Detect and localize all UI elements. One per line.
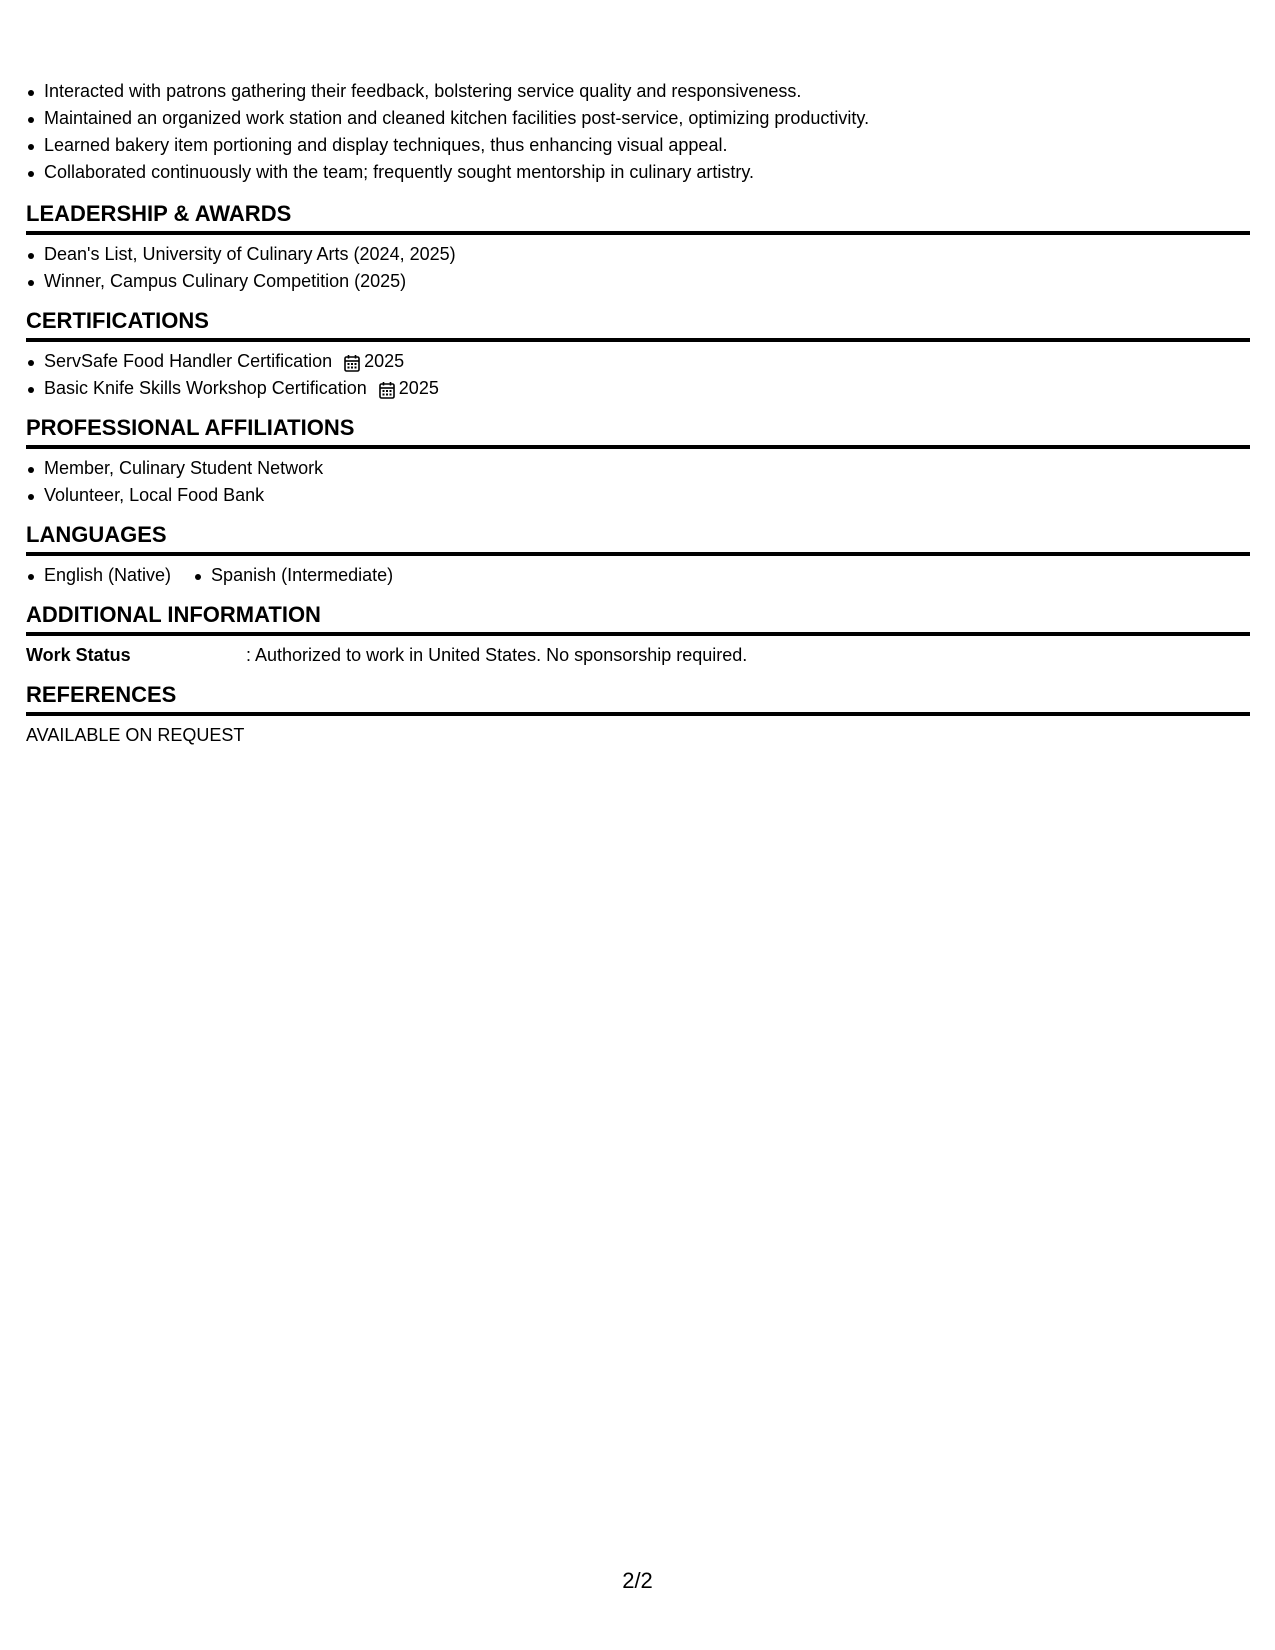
section-title-leadership: LEADERSHIP & AWARDS <box>26 200 1250 235</box>
page-number: 2/2 <box>622 1568 653 1593</box>
certification-item <box>26 348 1250 375</box>
calendar-icon <box>344 354 360 372</box>
certifications-section <box>26 307 1250 402</box>
affiliation-item: Member, Culinary Student Network <box>26 455 1250 482</box>
certification-row <box>44 375 1250 402</box>
experience-bullet: Learned bakery item portioning and display techniques, thus enhancing visual appeal. <box>26 132 1250 159</box>
work-status-label: Work Status <box>26 645 131 665</box>
section-title-languages: LANGUAGES <box>26 521 1250 556</box>
experience-bullet: Maintained an organized work station and cleaned kitchen facilities post-service, optimizing productivity. <box>26 105 1250 132</box>
certification-year: 2025 <box>398 378 439 398</box>
experience-bullet-list <box>26 78 1250 186</box>
section-title-additional: ADDITIONAL INFORMATION <box>26 601 1250 636</box>
affiliation-item: Volunteer, Local Food Bank <box>26 482 1250 509</box>
leadership-list <box>26 241 1250 295</box>
languages-list <box>26 562 1250 589</box>
section-title-affiliations: PROFESSIONAL AFFILIATIONS <box>26 414 1250 449</box>
certifications-list <box>26 348 1250 402</box>
leadership-item: Winner, Campus Culinary Competition (2025) <box>26 268 1250 295</box>
work-status-value: : Authorized to work in United States. No sponsorship required. <box>246 645 748 665</box>
references-section <box>26 681 1250 749</box>
experience-bullet: Interacted with patrons gathering their feedback, bolstering service quality and responsiveness. <box>26 78 1250 105</box>
additional-info-section <box>26 601 1250 669</box>
languages-section <box>26 521 1250 589</box>
leadership-section <box>26 200 1250 295</box>
references-text: AVAILABLE ON REQUEST <box>26 725 245 745</box>
section-title-references: REFERENCES <box>26 681 1250 716</box>
work-status-row <box>26 642 1250 669</box>
certification-year: 2025 <box>364 351 405 371</box>
certification-row <box>44 348 1250 375</box>
language-item: Spanish (Intermediate) <box>193 562 393 589</box>
language-item: English (Native) <box>26 562 171 589</box>
certification-item <box>26 375 1250 402</box>
certification-name: Basic Knife Skills Workshop Certification <box>44 378 367 398</box>
calendar-icon <box>379 381 395 399</box>
section-title-certifications: CERTIFICATIONS <box>26 307 1250 342</box>
resume-page <box>26 0 1250 749</box>
experience-bullet: Collaborated continuously with the team; frequently sought mentorship in culinary artistry. <box>26 159 1250 186</box>
certification-name: ServSafe Food Handler Certification <box>44 351 333 371</box>
affiliations-section <box>26 414 1250 509</box>
leadership-item: Dean's List, University of Culinary Arts (2024, 2025) <box>26 241 1250 268</box>
affiliations-list <box>26 455 1250 509</box>
